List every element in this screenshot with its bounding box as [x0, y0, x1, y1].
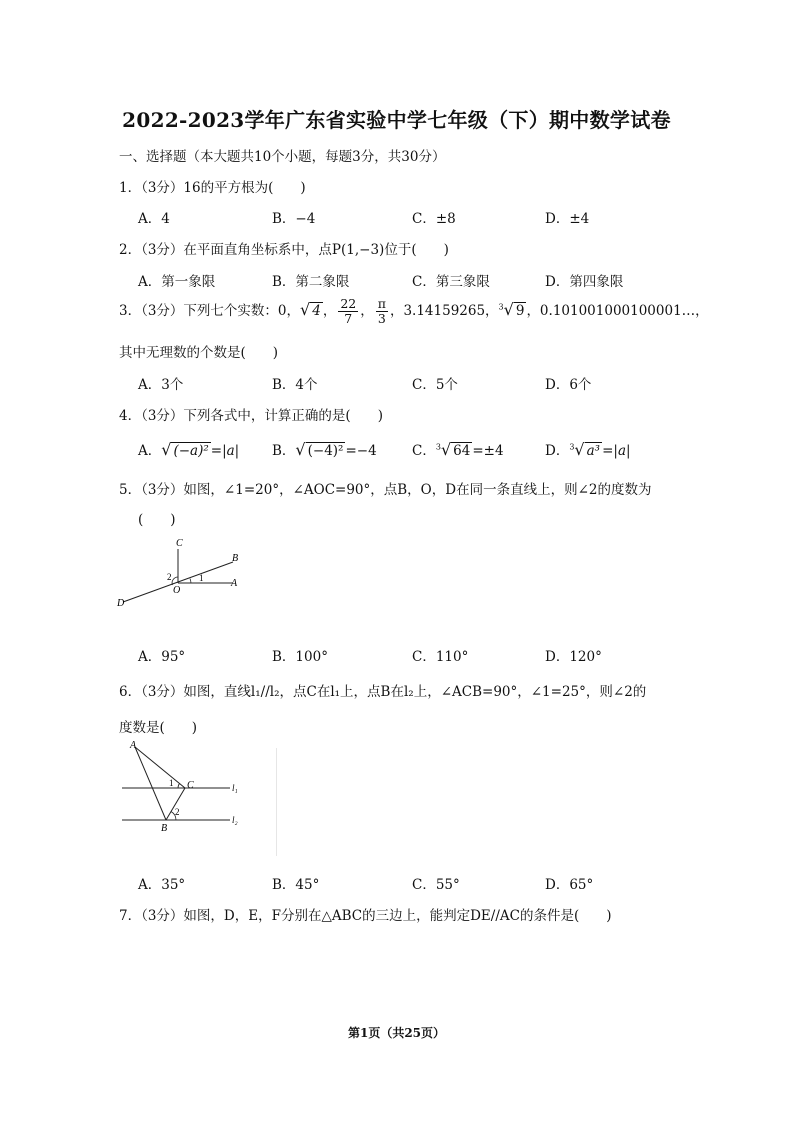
q3-option-b: B．4个: [272, 377, 318, 393]
angle-1-arc: [190, 579, 191, 583]
label-angle-2: 2: [175, 807, 180, 817]
q1-option-b: B．−4: [272, 211, 316, 227]
q6-option-a: A．35°: [138, 877, 186, 893]
q3-sqrt-four: √ 4: [300, 300, 321, 319]
label-o: O: [173, 585, 181, 596]
q3-fraction-pi-3: $\frac{\pi}{3}$: [377, 296, 386, 326]
question-6-stem: 6．（3分）如图，直线l₁//l₂，点C在l₁上，点B在l₂上，∠ACB=90°，∠1=25°，则∠2的: [119, 684, 647, 700]
angle-1-arc: [178, 784, 180, 789]
question-7-stem: 7．（3分）如图，D，E，F分别在△ABC的三边上，能判定DE//AC的条件是( ): [119, 908, 612, 924]
q3-cube-root-nine: $^3$√ 9: [498, 300, 525, 319]
question-5-stem: 5．（3分）如图，∠1=20°，∠AOC=90°，点B，O，D在同一条直线上，则∠2的度数为: [119, 482, 652, 498]
label-c: C: [187, 780, 194, 791]
segment-ab: [135, 747, 166, 820]
segment-ac: [135, 747, 185, 788]
q2-option-a: A．第一象限: [138, 274, 216, 290]
q6-option-d: D．65°: [545, 877, 594, 893]
question-4-stem: 4．（3分）下列各式中，计算正确的是( ): [119, 408, 383, 424]
label-b: B: [161, 823, 168, 833]
label-d: D: [117, 598, 125, 609]
question-1-stem: 1．（3分）16的平方根为( ): [119, 180, 306, 196]
exam-title: 2022-2023学年广东省实验中学七年级（下）期中数学试卷: [122, 108, 671, 132]
question-6-line2: 度数是( ): [119, 720, 198, 736]
q2-option-d: D．第四象限: [545, 274, 624, 290]
q5-angle-figure: [115, 535, 245, 610]
q3-option-a: A．3个: [138, 377, 184, 393]
q5-option-b: B．100°: [272, 649, 328, 665]
q6-option-c: C．55°: [412, 877, 460, 893]
question-3-stem: 3．（3分）下列七个实数：0，√ 4 ， $\frac{22}{7}$ ， $\frac{\pi}{3}$ ，3.14159265，$^3$√ 9 ，0.101001000100001…，: [119, 296, 709, 326]
q1-option-a: A．4: [138, 211, 170, 227]
question-2-stem: 2．（3分）在平面直角坐标系中，点P(1,−3)位于( ): [119, 242, 449, 258]
q3-stem-mid: ，3.14159265，: [389, 303, 499, 319]
label-l2: l₂: [232, 815, 238, 825]
page-footer: 第1页（共25页）: [347, 1026, 446, 1040]
q5-option-d: D．120°: [545, 649, 602, 665]
q3-option-d: D．6个: [545, 377, 592, 393]
q5-option-c: C．110°: [412, 649, 469, 665]
label-a: A: [231, 578, 238, 589]
label-l1: l₁: [232, 783, 238, 793]
q4-option-d: D．$^3$√ a³ =|a|: [545, 440, 631, 459]
question-5-paren: ( ): [138, 512, 176, 528]
question-3-line2: 其中无理数的个数是( ): [119, 345, 279, 361]
q4-option-b: B．√ (−4)² =−4: [272, 440, 377, 459]
section-heading: 一、选择题（本大题共10个小题，每题3分，共30分）: [119, 149, 446, 165]
label-angle-2: 2: [167, 572, 172, 582]
q3-option-c: C．5个: [412, 377, 458, 393]
q3-fraction-22-7: $\frac{22}{7}$: [340, 296, 357, 326]
q4-option-a: A．√ (−a)² =|a|: [138, 440, 240, 459]
q4-option-c: C．$^3$√ 64 =±4: [412, 440, 504, 459]
q5-option-a: A．95°: [138, 649, 186, 665]
label-angle-1: 1: [169, 778, 174, 788]
label-a: A: [130, 740, 137, 751]
q1-option-d: D．±4: [545, 211, 590, 227]
label-c: C: [176, 538, 183, 549]
q6-parallel-lines-figure: [118, 738, 246, 833]
q6-option-b: B．45°: [272, 877, 320, 893]
scan-artifact-line: [276, 748, 277, 856]
q3-stem-tail: ，0.101001000100001…，: [526, 303, 709, 319]
q2-option-b: B．第二象限: [272, 274, 350, 290]
q1-option-c: C．±8: [412, 211, 456, 227]
label-b: B: [232, 553, 239, 564]
label-angle-1: 1: [199, 573, 204, 583]
q3-stem-prefix: 3．（3分）下列七个实数：0，: [119, 303, 301, 319]
q2-option-c: C．第三象限: [412, 274, 490, 290]
